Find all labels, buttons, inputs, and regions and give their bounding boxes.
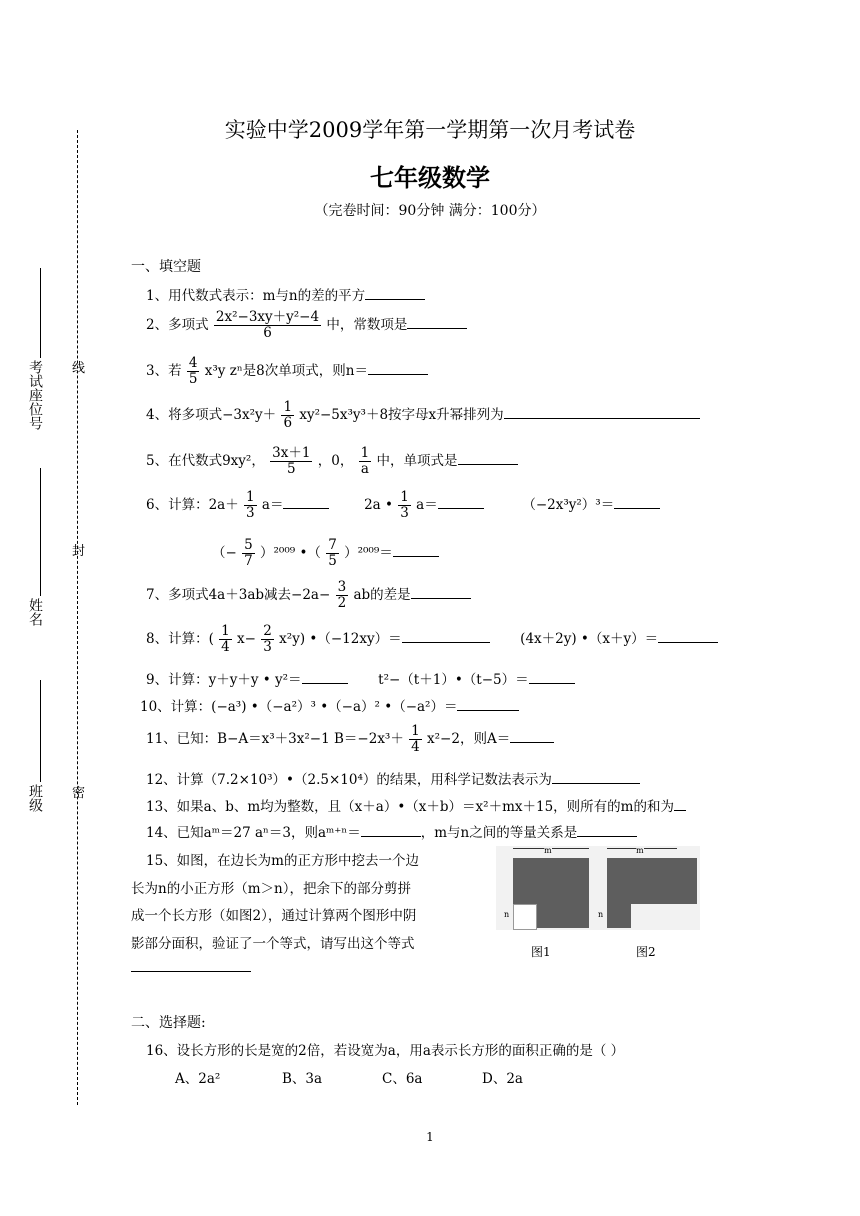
mark-close: 密: [72, 786, 86, 801]
question-16-option-d: D、2a: [482, 1071, 523, 1087]
question-16-option-b: B、3a: [282, 1071, 323, 1087]
question-14: 14、已知aᵐ＝27 aⁿ＝3，则aᵐ⁺ⁿ＝ ，m与n之间的等量关系是: [146, 821, 637, 841]
fraction: $\frac{1}{6}$: [283, 399, 293, 431]
question-15-line4: 影部分面积，验证了一个等式，请写出这个等式: [131, 936, 415, 952]
question-8: 8、计算：( $\frac{1}{4}$ x− $\frac{2}{3}$ x²y) •（−12xy）＝ (4x＋2y) •（x＋y）＝: [146, 624, 718, 655]
fraction: $\frac{3x+1}{5}$: [272, 445, 311, 477]
question-15-answer-blank: [131, 971, 251, 972]
figure-1-cutout: [513, 904, 537, 930]
fraction: $\frac{1}{3}$: [246, 489, 255, 521]
question-12: 12、计算（7.2×10³）•（2.5×10⁴）的结果，用科学记数法表示为: [146, 768, 640, 788]
figure-2-n-label: n: [598, 910, 604, 919]
figure-1-caption: 图1: [531, 945, 551, 959]
question-9: 9、计算：y＋y＋y • y²＝ t²−（t＋1）•（t−5）＝: [146, 668, 575, 688]
fraction: $\frac{7}{5}$: [328, 537, 337, 569]
question-15-line1: 15、如图，在边长为m的正方形中挖去一个边: [146, 853, 419, 869]
fraction: $\frac{2}{3}$: [263, 623, 272, 655]
figure-1-m-label: m: [544, 846, 552, 855]
fraction: $\frac{1}{3}$: [400, 489, 409, 521]
question-11: 11、已知：B−A＝x³＋3x²−1 B＝−2x³＋ $\frac{1}{4}$ x²−2，则A＝: [146, 724, 554, 755]
exam-meta: （完卷时间：90分钟 满分：100分）: [314, 203, 546, 219]
name-label: 姓名: [27, 598, 43, 626]
question-4: 4、将多项式−3x²y＋ $\frac{1}{6}$ xy²−5x³y³＋8按字母x升幂排列为: [146, 400, 700, 431]
name-blank: [40, 468, 42, 596]
exam-title: 实验中学2009学年第一学期第一次月考试卷: [224, 118, 636, 142]
question-16-option-c: C、6a: [382, 1071, 423, 1087]
fraction: $\frac{5}{7}$: [244, 537, 253, 569]
figure-2-rect-bottom: [607, 904, 631, 928]
class-label: 班级: [27, 784, 43, 812]
fraction: $\frac{1}{4}$: [221, 623, 230, 655]
mark-line: 线: [72, 361, 86, 376]
class-blank: [40, 680, 42, 782]
figure-2-m-label: m: [636, 846, 644, 855]
fraction: $\frac{1}{a}$: [360, 445, 370, 477]
seat-blank: [40, 268, 42, 358]
question-13: 13、如果a、b、m均为整数，且（x＋a）•（x＋b）＝x²＋mx＋15，则所有的m的和为: [146, 795, 686, 815]
question-10: 10、计算：(−a³) •（−a²）³ •（−a）² •（−a²）＝: [140, 695, 519, 715]
question-15-line2: 长为n的小正方形（m＞n），把余下的部分剪拼: [131, 881, 411, 897]
seat-label: 考试座位号: [27, 360, 43, 430]
section-choice: 二、选择题:: [131, 1015, 206, 1031]
fraction: $\frac{1}{4}$: [411, 723, 420, 755]
mark-seal: 封: [72, 544, 86, 559]
section-fill-blank: 一、填空题: [131, 259, 201, 275]
figure-2-rect-top: [607, 858, 697, 904]
question-3: 3、若 $\frac{4}{5}$ x³y zⁿ是8次单项式，则n＝: [146, 356, 428, 387]
question-5: 5、在代数式9xy²， $\frac{3x+1}{5}$ ，0， $\frac{1}{a}$ 中，单项式是: [146, 446, 518, 477]
question-15-line3: 成一个长方形（如图2），通过计算两个图形中阴: [131, 908, 417, 924]
question-6-part2: （− $\frac{5}{7}$ ）²⁰⁰⁹ •（ $\frac{7}{5}$ ）²⁰⁰⁹＝: [212, 538, 439, 569]
question-16-option-a: A、2a²: [175, 1071, 221, 1087]
question-1: 1、用代数式表示：m与n的差的平方: [146, 284, 425, 304]
fraction: $\frac{4}{5}$: [188, 355, 198, 387]
figure-1-n-label: n: [504, 910, 510, 919]
figure-2-caption: 图2: [636, 945, 656, 959]
question-16-stem: 16、设长方形的长是宽的2倍，若设宽为a，用a表示长方形的面积正确的是（ ）: [146, 1043, 625, 1059]
fraction: $\frac{\text{2x²−3xy＋y²−4}}{6}$: [215, 309, 320, 341]
question-6: 6、计算：2a＋ $\frac{1}{3}$ a＝ 2a • $\frac{1}{3}$ a＝ （−2x³y²）³＝: [146, 490, 660, 521]
binding-dashed-line: [77, 130, 78, 1105]
page-number: 1: [426, 1130, 434, 1144]
fraction: $\frac{3}{2}$: [337, 579, 347, 611]
question-7: 7、多项式4a＋3ab减去−2a− $\frac{3}{2}$ ab的差是: [146, 580, 471, 611]
exam-subject: 七年级数学: [370, 163, 490, 192]
question-2: 2、多项式 $\frac{\text{2x²−3xy＋y²−4}}{6}$ 中，常数项是: [146, 310, 467, 341]
